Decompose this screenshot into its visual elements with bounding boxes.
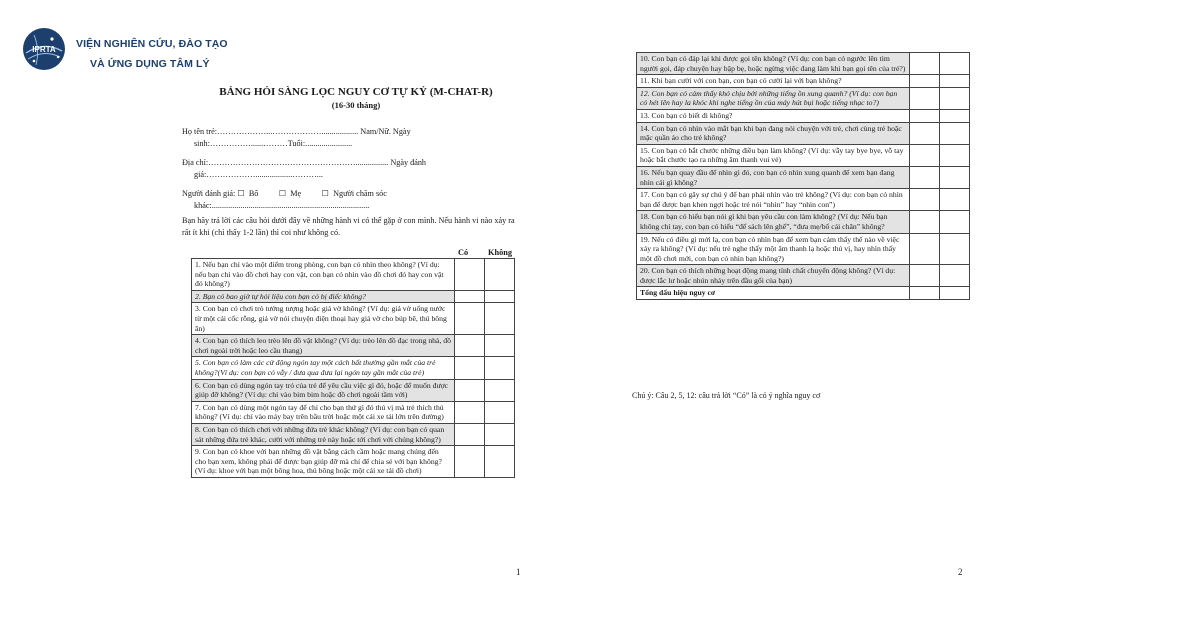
answer-no-cell[interactable] xyxy=(485,446,515,478)
table-row xyxy=(637,265,970,287)
table-row xyxy=(637,144,970,166)
table-row xyxy=(192,259,515,291)
questions-table-page-1 xyxy=(191,258,515,478)
question-text: 9. Con bạn có khoe với bạn những đồ vật bằng cách cầm hoặc mang chúng đến cho bạn xem, không phải để được bạn giúp đỡ mà chỉ để chia sẻ với bạn không? (Ví dụ: khoe với bạn một bông hoa, thú bông hoặc một cái xe tải đồ chơi) xyxy=(192,446,455,478)
answer-yes-cell[interactable] xyxy=(910,189,940,211)
child-info-form xyxy=(182,126,482,211)
address-line-1: Địa chỉ:………………………………………………................ Ngày đánh xyxy=(182,158,427,167)
instructions: Bạn hãy trả lời các câu hỏi dưới đây về những hành vi có thể gặp ở con mình. Nếu hành vi nào xảy ra rất ít khi (chỉ thấy 1-2 lần) thì coi như không có. xyxy=(182,216,515,237)
question-text: 20. Con bạn có thích những hoạt động mang tính chất chuyển động không? (Ví dụ: được lắc lư hoặc nhún nhảy trên đầu gối của bạn) xyxy=(637,265,910,287)
answer-yes-cell[interactable] xyxy=(455,259,485,291)
answer-yes-cell[interactable] xyxy=(910,265,940,287)
child-name-line-2: sinh:……………......………Tuổi:....................... xyxy=(194,138,353,148)
question-text: 15. Con bạn có bắt chước những điều bạn làm không? (Ví dụ: vẫy tay bye bye, vỗ tay hoặc bắt chước tạo ra những âm thanh vui vẻ) xyxy=(637,144,910,166)
table-row xyxy=(192,303,515,335)
table-row xyxy=(192,357,515,379)
answer-no-cell[interactable] xyxy=(940,211,970,233)
question-text: 6. Con bạn có dùng ngón tay trỏ của trẻ để yêu cầu việc gì đó, hoặc để muốn được giúp đỡ không? (Ví dụ: chỉ vào bim bim hoặc đồ chơi ngoài tầm với) xyxy=(192,379,455,401)
answer-yes-cell[interactable] xyxy=(455,335,485,357)
table-row xyxy=(637,166,970,188)
answer-yes-cell[interactable] xyxy=(910,211,940,233)
question-text: 5. Con bạn có làm các cử động ngón tay một cách bất thường gần mắt của trẻ không?(Ví dụ: con bạn có vẫy / đưa qua đưa lại ngón tay gần mắt của trẻ) xyxy=(192,357,455,379)
column-header-no: Không xyxy=(488,248,512,257)
answer-no-cell[interactable] xyxy=(940,265,970,287)
answer-no-cell[interactable] xyxy=(940,166,970,188)
total-yes-cell[interactable] xyxy=(910,287,940,300)
document-page-1 xyxy=(176,78,536,583)
question-text: 16. Nếu bạn quay đầu để nhìn gì đó, con bạn có nhìn xung quanh để xem bạn đang nhìn cái gì không? xyxy=(637,166,910,188)
question-text: 17. Con bạn có gây sự chú ý để bạn phải nhìn vào trẻ không? (Ví dụ: con bạn có nhìn bạn để được bạn khen ngợi hoặc trẻ nói “nhìn” hay “nhìn con”) xyxy=(637,189,910,211)
answer-no-cell[interactable] xyxy=(485,423,515,445)
table-row xyxy=(637,53,970,75)
answer-no-cell[interactable] xyxy=(940,144,970,166)
child-name-line-1: Họ tên trẻ:………………...……………….................. Nam/Nữ. Ngày xyxy=(182,127,411,136)
table-row xyxy=(192,379,515,401)
question-text: 12. Con bạn có cảm thấy khó chịu bởi những tiếng ồn xung quanh? (Ví dụ: con bạn có hét lên hay la khóc khi nghe tiếng ồn của máy hút bụi hoặc tiếng nhạc to?) xyxy=(637,87,910,109)
table-row xyxy=(637,189,970,211)
table-row xyxy=(637,211,970,233)
question-text: 8. Con bạn có thích chơi với những đứa trẻ khác không? (Ví dụ: con bạn có quan sát những đứa trẻ khác, cười với những trẻ này hoặc tới chơi với chúng không?) xyxy=(192,423,455,445)
answer-yes-cell[interactable] xyxy=(910,53,940,75)
answer-yes-cell[interactable] xyxy=(455,303,485,335)
answer-no-cell[interactable] xyxy=(940,189,970,211)
question-text: 7. Con bạn có dùng một ngón tay để chỉ cho bạn thứ gì đó thú vị mà trẻ thích thú không? (Ví dụ: chỉ vào máy bay trên bầu trời hoặc một cái xe tải lớn trên đường) xyxy=(192,401,455,423)
answer-no-cell[interactable] xyxy=(940,233,970,265)
question-text: 2. Bạn có bao giờ tự hỏi liệu con bạn có bị điếc không? xyxy=(192,290,455,303)
address-line-2: giá:………………..................………... xyxy=(194,169,323,179)
table-row xyxy=(637,75,970,88)
total-label: Tổng dấu hiệu nguy cơ xyxy=(637,287,910,300)
answer-yes-cell[interactable] xyxy=(455,290,485,303)
answer-no-cell[interactable] xyxy=(485,335,515,357)
org-line-1: VIỆN NGHIÊN CỨU, ĐÀO TẠO xyxy=(76,38,228,50)
table-row xyxy=(637,87,970,109)
answer-no-cell[interactable] xyxy=(485,379,515,401)
answer-no-cell[interactable] xyxy=(940,87,970,109)
answer-yes-cell[interactable] xyxy=(455,379,485,401)
evaluator-line-2: khác:............................................................................. xyxy=(194,200,370,210)
table-row xyxy=(192,446,515,478)
answer-no-cell[interactable] xyxy=(940,75,970,88)
questions-table-page-2 xyxy=(636,52,970,300)
answer-no-cell[interactable] xyxy=(485,259,515,291)
total-row xyxy=(637,287,970,300)
page-number-1: 1 xyxy=(516,567,521,577)
page-number-2: 2 xyxy=(958,567,963,577)
answer-yes-cell[interactable] xyxy=(455,446,485,478)
table-row xyxy=(637,109,970,122)
table-row xyxy=(637,122,970,144)
answer-no-cell[interactable] xyxy=(485,357,515,379)
total-no-cell[interactable] xyxy=(940,287,970,300)
organization-name xyxy=(76,34,228,74)
answer-yes-cell[interactable] xyxy=(910,122,940,144)
risk-note: Chú ý: Câu 2, 5, 12: câu trả lời “Có” là có ý nghĩa nguy cơ xyxy=(632,391,821,400)
evaluator-line-1: Người đánh giá: ☐ Bố ☐ Mẹ ☐ Người chăm sóc xyxy=(182,189,387,198)
question-text: 13. Con bạn có biết đi không? xyxy=(637,109,910,122)
question-text: 14. Con bạn có nhìn vào mắt bạn khi bạn đang nói chuyện với trẻ, chơi cùng trẻ hoặc mặc quần áo cho trẻ không? xyxy=(637,122,910,144)
question-text: 1. Nếu bạn chỉ vào một điểm trong phòng, con bạn có nhìn theo không? (Ví dụ: nếu bạn chỉ vào đồ chơi hay con vật, con bạn có nhìn vào đồ chơi đó hay con vật đó không?) xyxy=(192,259,455,291)
table-row xyxy=(192,423,515,445)
org-line-2: VÀ ỨNG DỤNG TÂM LÝ xyxy=(90,58,210,70)
answer-yes-cell[interactable] xyxy=(455,357,485,379)
page-subtitle: (16-30 tháng) xyxy=(331,100,381,110)
table-row xyxy=(192,290,515,303)
answer-yes-cell[interactable] xyxy=(910,144,940,166)
answer-yes-cell[interactable] xyxy=(455,423,485,445)
column-header-yes: Có xyxy=(458,248,469,257)
answer-no-cell[interactable] xyxy=(485,401,515,423)
table-row xyxy=(637,233,970,265)
answer-yes-cell[interactable] xyxy=(455,401,485,423)
answer-no-cell[interactable] xyxy=(940,122,970,144)
answer-yes-cell[interactable] xyxy=(910,87,940,109)
answer-no-cell[interactable] xyxy=(485,290,515,303)
question-text: 19. Nếu có điều gì mới lạ, con bạn có nhìn bạn để xem bạn cảm thấy thế nào về việc xảy ra không? (Ví dụ: nếu trẻ nghe thấy một âm thanh lạ hoặc thú vị, hay nhìn thấy một đồ chơi mới, con bạn có nhìn bạn không?) xyxy=(637,233,910,265)
table-row xyxy=(192,335,515,357)
question-text: 11. Khi bạn cười với con bạn, con bạn có cười lại với bạn không? xyxy=(637,75,910,88)
logo-text: IPRTA xyxy=(32,45,56,54)
answer-no-cell[interactable] xyxy=(485,303,515,335)
question-text: 10. Con bạn có đáp lại khi được gọi tên không? (Ví dụ: con bạn có ngước lên tìm người gọi, đáp chuyện hay bập bẹ, hoặc ngừng việc đang làm khi bạn gọi tên của trẻ?) xyxy=(637,53,910,75)
question-text: 4. Con bạn có thích leo trèo lên đồ vật không? (Ví dụ: trèo lên đồ đạc trong nhà, đồ chơi ngoài trời hoặc leo cầu thang) xyxy=(192,335,455,357)
answer-yes-cell[interactable] xyxy=(910,166,940,188)
answer-no-cell[interactable] xyxy=(940,109,970,122)
document-page-2 xyxy=(632,52,972,582)
answer-yes-cell[interactable] xyxy=(910,233,940,265)
answer-yes-cell[interactable] xyxy=(910,75,940,88)
question-text: 18. Con bạn có hiểu bạn nói gì khi bạn yêu cầu con làm không? (Ví dụ: Nếu bạn không chỉ tay, con bạn có hiểu “để sách lên ghế”, “đưa mẹ/bố cái chăn” không? xyxy=(637,211,910,233)
answer-yes-cell[interactable] xyxy=(910,109,940,122)
question-text: 3. Con bạn có chơi trò tưởng tượng hoặc giả vờ không? (Ví dụ: giả vờ uống nước từ một cái cốc rỗng, giả vờ nói chuyện điện thoại hay giả vờ cho búp bê, thú bông ăn) xyxy=(192,303,455,335)
page-title: BẢNG HỎI SÀNG LỌC NGUY CƠ TỰ KỶ (M-CHAT-R) xyxy=(219,86,493,98)
iprta-logo-icon xyxy=(22,27,66,71)
answer-no-cell[interactable] xyxy=(940,53,970,75)
table-row xyxy=(192,401,515,423)
